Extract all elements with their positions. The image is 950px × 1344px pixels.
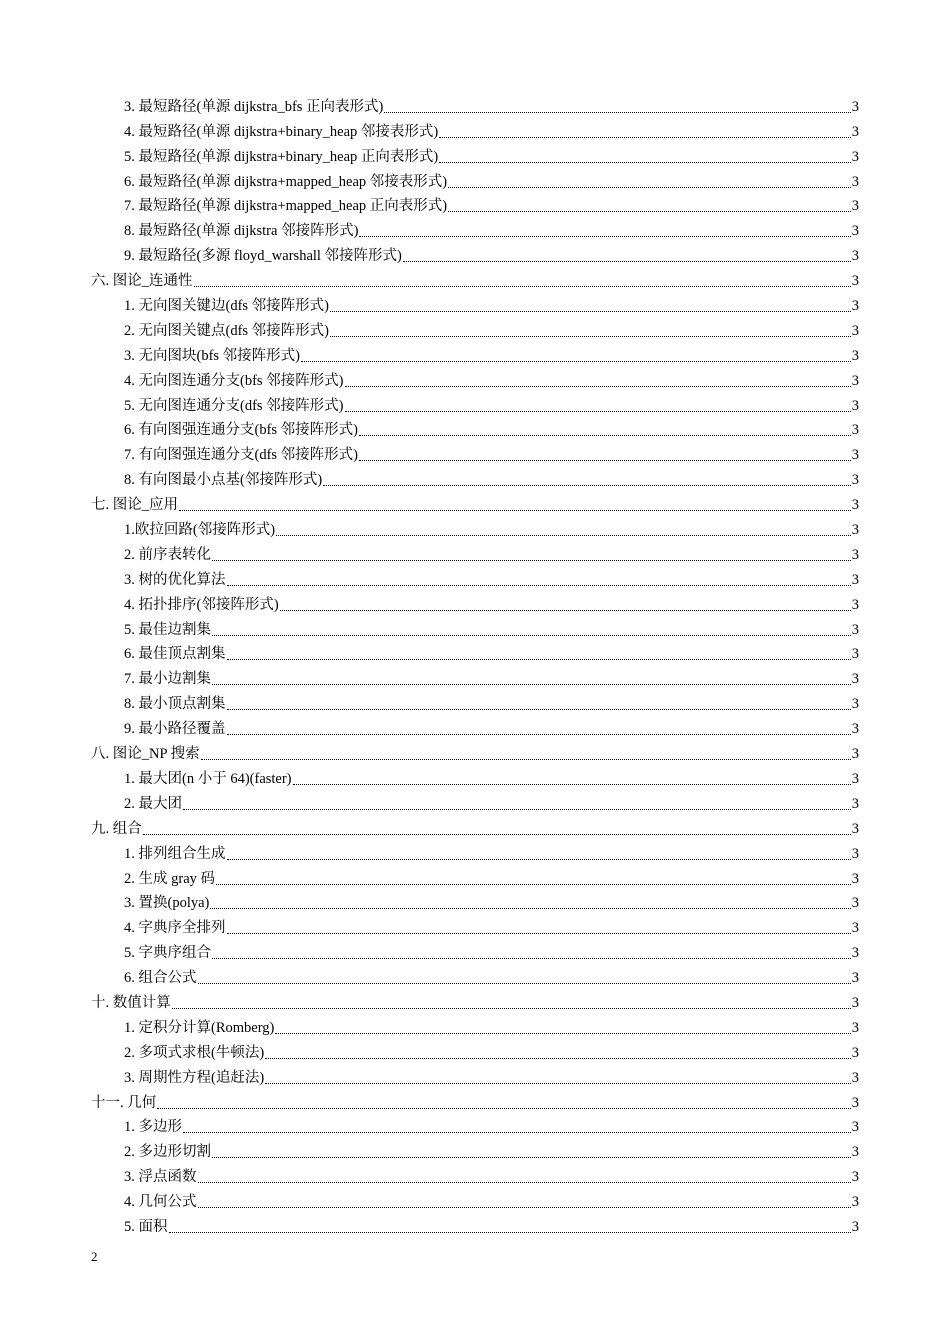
toc-subsection-entry[interactable] [124, 466, 859, 491]
toc-entry-title: 2. 最大团 [124, 795, 182, 812]
toc-entry-page-number: 3 [851, 571, 859, 588]
toc-subsection-entry[interactable] [124, 840, 859, 865]
toc-entry-title: 7. 有向图强连通分支(dfs 邻接阵形式) [124, 447, 359, 464]
toc-entry-page-number: 3 [851, 845, 859, 862]
table-of-contents [0, 93, 950, 1238]
toc-entry-title: 5. 字典序组合 [124, 945, 211, 962]
toc-entry-page-number: 3 [851, 994, 859, 1011]
toc-entry-title: 九. 组合 [91, 820, 142, 837]
toc-subsection-entry[interactable] [124, 1188, 859, 1213]
toc-entry-title: 8. 有向图最小点基(邻接阵形式) [124, 472, 323, 489]
toc-entry-title: 八. 图论_NP 搜索 [91, 746, 200, 763]
toc-entry-page-number: 3 [851, 198, 859, 215]
toc-entry-title: 6. 最佳顶点割集 [124, 646, 226, 663]
toc-entry-page-number: 3 [851, 273, 859, 290]
toc-dot-leader [227, 859, 851, 860]
toc-entry-page-number: 3 [851, 372, 859, 389]
toc-entry-title: 4. 几何公式 [124, 1194, 197, 1211]
toc-entry-page-number: 3 [851, 1019, 859, 1036]
toc-subsection-entry[interactable] [124, 317, 859, 342]
toc-entry-title: 2. 前序表转化 [124, 546, 211, 563]
toc-entry-title: 4. 无向图连通分支(bfs 邻接阵形式) [124, 372, 344, 389]
toc-dot-leader [216, 884, 851, 885]
toc-entry-page-number: 3 [851, 422, 859, 439]
toc-entry-title: 3. 浮点函数 [124, 1169, 197, 1186]
toc-entry-title: 6. 组合公式 [124, 970, 197, 987]
toc-subsection-entry[interactable] [124, 914, 859, 939]
toc-entry-title: 4. 最短路径(单源 dijkstra+binary_heap 邻接表形式) [124, 123, 439, 140]
toc-dot-leader [212, 958, 851, 959]
toc-subsection-entry[interactable] [124, 118, 859, 143]
toc-entry-title: 4. 字典序全排列 [124, 920, 226, 937]
toc-subsection-entry[interactable] [124, 790, 859, 815]
toc-dot-leader [198, 1207, 851, 1208]
toc-entry-page-number: 3 [851, 223, 859, 240]
toc-entry-page-number: 3 [851, 472, 859, 489]
toc-entry-title: 2. 生成 gray 码 [124, 870, 216, 887]
toc-dot-leader [265, 1083, 851, 1084]
toc-subsection-entry[interactable] [124, 1039, 859, 1064]
toc-dot-leader [227, 659, 851, 660]
toc-entry-page-number: 3 [851, 920, 859, 937]
toc-entry-title: 8. 最小顶点割集 [124, 696, 226, 713]
toc-entry-title: 5. 无向图连通分支(dfs 邻接阵形式) [124, 397, 344, 414]
toc-dot-leader [227, 709, 851, 710]
toc-entry-page-number: 3 [851, 322, 859, 339]
toc-entry-title: 8. 最短路径(单源 dijkstra 邻接阵形式) [124, 223, 359, 240]
toc-dot-leader [143, 834, 851, 835]
toc-subsection-entry[interactable] [124, 417, 859, 442]
toc-subsection-entry[interactable] [124, 342, 859, 367]
toc-entry-page-number: 3 [851, 248, 859, 265]
toc-subsection-entry[interactable] [124, 441, 859, 466]
toc-dot-leader [198, 1182, 851, 1183]
toc-entry-page-number: 3 [851, 98, 859, 115]
toc-dot-leader [359, 435, 851, 436]
toc-entry-page-number: 3 [851, 397, 859, 414]
toc-entry-page-number: 3 [851, 820, 859, 837]
toc-entry-title: 3. 树的优化算法 [124, 571, 226, 588]
toc-entry-title: 5. 最短路径(单源 dijkstra+binary_heap 正向表形式) [124, 148, 439, 165]
toc-entry-title: 十一. 几何 [91, 1094, 157, 1111]
toc-subsection-entry[interactable] [124, 591, 859, 616]
toc-section-entry[interactable] [91, 815, 859, 840]
toc-entry-title: 6. 有向图强连通分支(bfs 邻接阵形式) [124, 422, 359, 439]
toc-dot-leader [212, 635, 851, 636]
toc-subsection-entry[interactable] [124, 516, 859, 541]
toc-entry-page-number: 3 [851, 1218, 859, 1235]
toc-dot-leader [210, 908, 850, 909]
toc-subsection-entry[interactable] [124, 1014, 859, 1039]
toc-subsection-entry[interactable] [124, 865, 859, 890]
toc-dot-leader [194, 286, 851, 287]
toc-dot-leader [330, 336, 851, 337]
toc-dot-leader [179, 510, 851, 511]
toc-entry-page-number: 3 [851, 546, 859, 563]
toc-entry-page-number: 3 [851, 1194, 859, 1211]
toc-dot-leader [330, 311, 851, 312]
toc-entry-title: 1. 定积分计算(Romberg) [124, 1019, 275, 1036]
toc-entry-page-number: 3 [851, 522, 859, 539]
toc-subsection-entry[interactable] [124, 964, 859, 989]
toc-section-entry[interactable] [91, 989, 859, 1014]
toc-dot-leader [359, 236, 850, 237]
toc-subsection-entry[interactable] [124, 1163, 859, 1188]
toc-section-entry[interactable] [91, 1089, 859, 1114]
toc-entry-title: 5. 最佳边割集 [124, 621, 211, 638]
toc-dot-leader [323, 485, 851, 486]
toc-dot-leader [227, 933, 851, 934]
toc-subsection-entry[interactable] [124, 217, 859, 242]
toc-entry-title: 9. 最短路径(多源 floyd_warshall 邻接阵形式) [124, 248, 402, 265]
toc-dot-leader [403, 261, 851, 262]
toc-subsection-entry[interactable] [124, 715, 859, 740]
toc-dot-leader [227, 585, 851, 586]
toc-dot-leader [276, 535, 851, 536]
toc-entry-title: 3. 周期性方程(追赶法) [124, 1069, 265, 1086]
toc-subsection-entry[interactable] [124, 168, 859, 193]
toc-entry-title: 3. 最短路径(单源 dijkstra_bfs 正向表形式) [124, 98, 384, 115]
toc-subsection-entry[interactable] [124, 541, 859, 566]
toc-section-entry[interactable] [91, 491, 859, 516]
toc-entry-title: 7. 最短路径(单源 dijkstra+mapped_heap 正向表形式) [124, 198, 448, 215]
toc-entry-page-number: 3 [851, 970, 859, 987]
toc-entry-page-number: 3 [851, 298, 859, 315]
toc-entry-page-number: 3 [851, 945, 859, 962]
toc-entry-page-number: 3 [851, 1169, 859, 1186]
toc-dot-leader [439, 162, 851, 163]
toc-entry-page-number: 3 [851, 795, 859, 812]
toc-subsection-entry[interactable] [124, 1064, 859, 1089]
toc-dot-leader [293, 784, 851, 785]
toc-entry-page-number: 3 [851, 671, 859, 688]
toc-subsection-entry[interactable] [124, 93, 859, 118]
toc-entry-title: 5. 面积 [124, 1218, 168, 1235]
toc-entry-page-number: 3 [851, 1144, 859, 1161]
toc-dot-leader [183, 809, 851, 810]
toc-subsection-entry[interactable] [124, 690, 859, 715]
toc-dot-leader [172, 1008, 851, 1009]
toc-entry-page-number: 3 [851, 497, 859, 514]
toc-dot-leader [169, 1232, 851, 1233]
toc-section-entry[interactable] [91, 267, 859, 292]
toc-dot-leader [448, 211, 851, 212]
toc-subsection-entry[interactable] [124, 143, 859, 168]
toc-subsection-entry[interactable] [124, 1138, 859, 1163]
toc-subsection-entry[interactable] [124, 890, 859, 915]
toc-entry-title: 2. 多项式求根(牛顿法) [124, 1044, 265, 1061]
toc-entry-page-number: 3 [851, 696, 859, 713]
toc-entry-title: 1. 多边形 [124, 1119, 182, 1136]
toc-entry-title: 六. 图论_连通性 [91, 273, 193, 290]
toc-entry-title: 七. 图论_应用 [91, 497, 178, 514]
toc-entry-title: 1. 无向图关键边(dfs 邻接阵形式) [124, 298, 330, 315]
toc-dot-leader [183, 1132, 851, 1133]
toc-dot-leader [227, 734, 851, 735]
toc-dot-leader [212, 684, 851, 685]
toc-dot-leader [198, 983, 851, 984]
toc-dot-leader [212, 560, 851, 561]
toc-dot-leader [359, 460, 851, 461]
toc-subsection-entry[interactable] [124, 1114, 859, 1139]
toc-dot-leader [280, 610, 851, 611]
toc-entry-title: 1. 最大团(n 小于 64)(faster) [124, 770, 292, 787]
toc-subsection-entry[interactable] [124, 367, 859, 392]
toc-subsection-entry[interactable] [124, 292, 859, 317]
toc-subsection-entry[interactable] [124, 641, 859, 666]
toc-entry-title: 十. 数值计算 [91, 994, 171, 1011]
toc-subsection-entry[interactable] [124, 939, 859, 964]
toc-dot-leader [201, 759, 851, 760]
toc-dot-leader [212, 1157, 851, 1158]
toc-entry-page-number: 3 [851, 895, 859, 912]
toc-entry-page-number: 3 [851, 596, 859, 613]
toc-entry-page-number: 3 [851, 347, 859, 364]
toc-entry-page-number: 3 [851, 1044, 859, 1061]
toc-subsection-entry[interactable] [124, 616, 859, 641]
toc-entry-title: 7. 最小边割集 [124, 671, 211, 688]
toc-entry-page-number: 3 [851, 1069, 859, 1086]
toc-entry-page-number: 3 [851, 123, 859, 140]
toc-subsection-entry[interactable] [124, 566, 859, 591]
toc-dot-leader [439, 137, 851, 138]
toc-dot-leader [345, 411, 851, 412]
toc-entry-page-number: 3 [851, 1119, 859, 1136]
toc-entry-page-number: 3 [851, 1094, 859, 1111]
toc-dot-leader [345, 386, 851, 387]
toc-entry-page-number: 3 [851, 746, 859, 763]
toc-entry-title: 6. 最短路径(单源 dijkstra+mapped_heap 邻接表形式) [124, 173, 448, 190]
toc-subsection-entry[interactable] [124, 193, 859, 218]
toc-dot-leader [384, 112, 850, 113]
toc-entry-title: 3. 无向图块(bfs 邻接阵形式) [124, 347, 301, 364]
toc-entry-page-number: 3 [851, 173, 859, 190]
toc-entry-page-number: 3 [851, 770, 859, 787]
toc-dot-leader [265, 1058, 851, 1059]
toc-entry-page-number: 3 [851, 621, 859, 638]
toc-dot-leader [157, 1108, 851, 1109]
toc-subsection-entry[interactable] [124, 665, 859, 690]
toc-dot-leader [448, 187, 851, 188]
toc-entry-title: 1.欧拉回路(邻接阵形式) [124, 522, 276, 539]
toc-subsection-entry[interactable] [124, 392, 859, 417]
toc-entry-title: 9. 最小路径覆盖 [124, 721, 226, 738]
toc-entry-page-number: 3 [851, 870, 859, 887]
toc-dot-leader [301, 361, 851, 362]
page-number: 2 [91, 1249, 98, 1264]
toc-entry-title: 3. 置换(polya) [124, 895, 210, 912]
toc-dot-leader [275, 1033, 850, 1034]
toc-entry-title: 4. 拓扑排序(邻接阵形式) [124, 596, 279, 613]
toc-subsection-entry[interactable] [124, 242, 859, 267]
toc-entry-page-number: 3 [851, 447, 859, 464]
toc-entry-title: 1. 排列组合生成 [124, 845, 226, 862]
toc-entry-title: 2. 无向图关键点(dfs 邻接阵形式) [124, 322, 330, 339]
toc-subsection-entry[interactable] [124, 765, 859, 790]
toc-entry-page-number: 3 [851, 646, 859, 663]
toc-subsection-entry[interactable] [124, 1213, 859, 1238]
toc-section-entry[interactable] [91, 740, 859, 765]
toc-entry-title: 2. 多边形切割 [124, 1144, 211, 1161]
toc-entry-page-number: 3 [851, 721, 859, 738]
toc-entry-page-number: 3 [851, 148, 859, 165]
